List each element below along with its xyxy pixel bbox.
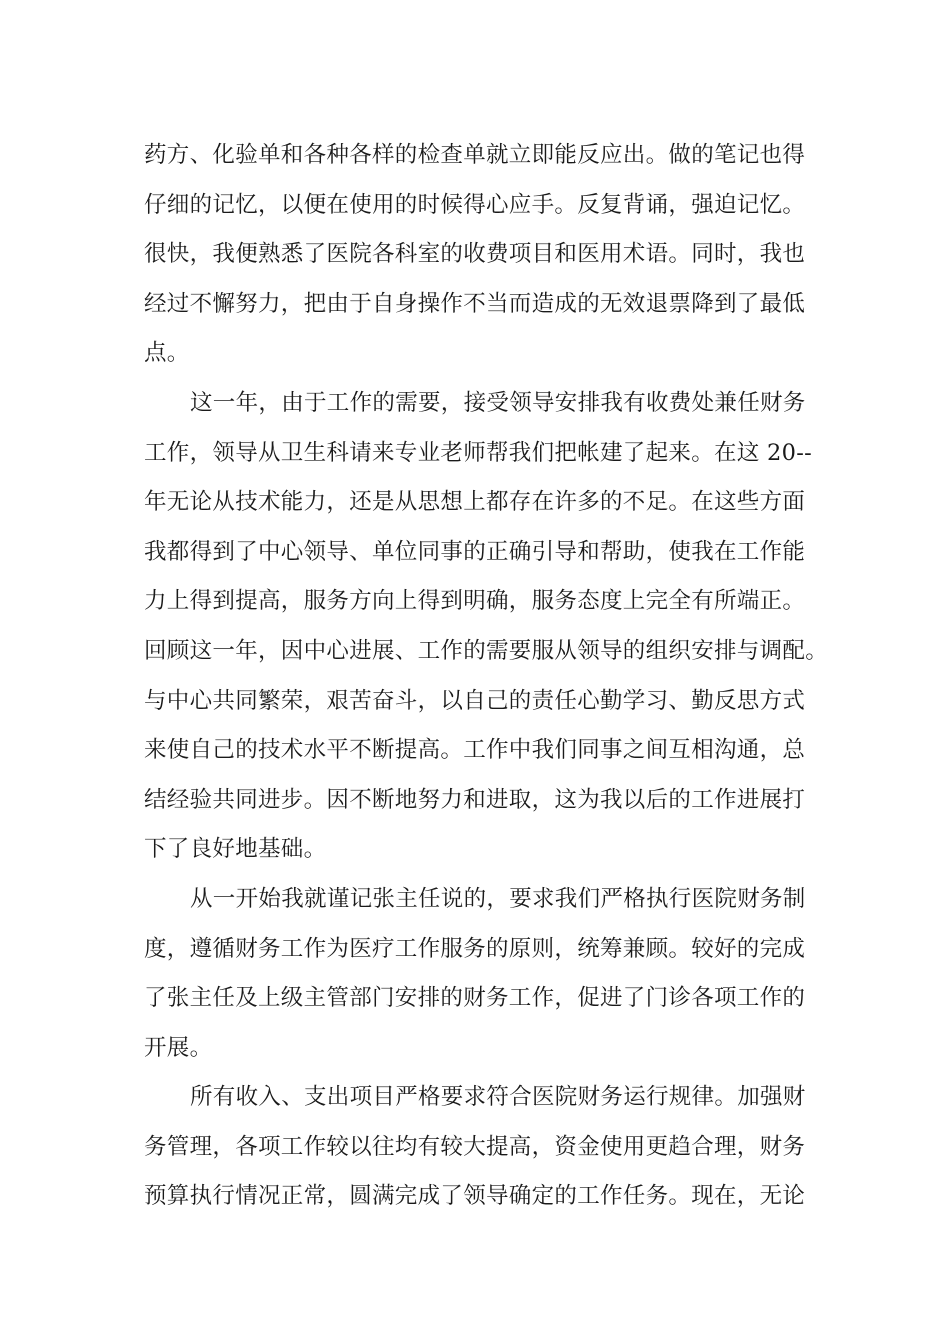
text-line: 所有收入、支出项目严格要求符合医院财务运行规律。加强财 (190, 1084, 806, 1111)
text-line: 度，遵循财务工作为医疗工作服务的原则，统筹兼顾。较好的完成 (144, 935, 806, 962)
text-line: 很快，我便熟悉了医院各科室的收费项目和医用术语。同时，我也 (144, 241, 806, 268)
text-line: 经过不懈努力，把由于自身操作不当而造成的无效退票降到了最低 (144, 290, 806, 317)
text-line: 点。 (144, 340, 190, 367)
text-line: 药方、化验单和各种各样的检查单就立即能反应出。做的笔记也得 (144, 142, 806, 168)
text-line: 务管理，各项工作较以往均有较大提高，资金使用更趋合理，财务 (144, 1133, 806, 1160)
text-line: 我都得到了中心领导、单位同事的正确引导和帮助，使我在工作能 (144, 538, 806, 565)
text-line: 从一开始我就谨记张主任说的，要求我们严格执行医院财务制 (190, 885, 806, 912)
document-body (144, 131, 829, 1222)
text-line: 来使自己的技术水平不断提高。工作中我们同事之间互相沟通，总 (144, 737, 806, 764)
text-line: 这一年，由于工作的需要，接受领导安排我有收费处兼任财务 (190, 389, 806, 416)
text-line: 预算执行情况正常，圆满完成了领导确定的工作任务。现在，无论 (144, 1183, 806, 1210)
text-line: 回顾这一年，因中心进展、工作的需要服从领导的组织安排与调配。 (144, 637, 829, 664)
text-line: 仔细的记忆，以便在使用的时候得心应手。反复背诵，强迫记忆。 (144, 191, 806, 218)
text-line: 开展。 (144, 1034, 213, 1061)
text-line: 了张主任及上级主管部门安排的财务工作，促进了门诊各项工作的 (144, 985, 806, 1012)
text-line: 与中心共同繁荣，艰苦奋斗，以自己的责任心勤学习、勤反思方式 (144, 687, 806, 714)
text-line: 力上得到提高，服务方向上得到明确，服务态度上完全有所端正。 (144, 588, 806, 615)
text-line: 年无论从技术能力，还是从思想上都存在许多的不足。在这些方面 (144, 489, 806, 516)
text-line: 结经验共同进步。因不断地努力和进取，这为我以后的工作进展打 (144, 786, 806, 813)
text-line: 工作，领导从卫生科请来专业老师帮我们把帐建了起来。在这 20-- (144, 439, 813, 466)
text-line: 下了良好地基础。 (144, 836, 327, 863)
